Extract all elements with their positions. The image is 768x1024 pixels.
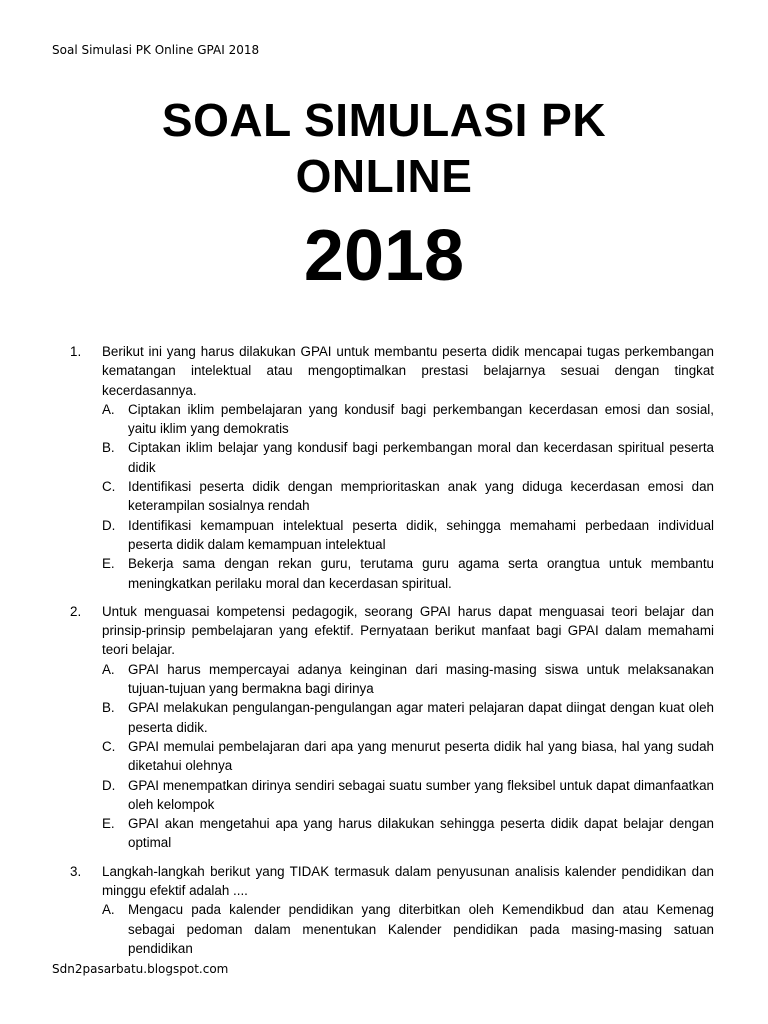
running-header: Soal Simulasi PK Online GPAI 2018 bbox=[52, 43, 260, 57]
running-footer: Sdn2pasarbatu.blogspot.com bbox=[52, 962, 229, 976]
option-letter: A. bbox=[102, 902, 115, 918]
option-letter: E. bbox=[102, 556, 115, 572]
question-3 bbox=[70, 862, 714, 958]
option-text: GPAI harus mempercayai adanya keinginan dari masing-masing siswa untuk melaksanakan tujuan-tujuan yang bermakna bagi dirinya bbox=[128, 661, 714, 697]
document-title bbox=[0, 92, 768, 300]
option-letter: D. bbox=[102, 777, 116, 793]
option-text: Bekerja sama dengan rekan guru, terutama guru agama serta orangtua untuk membantu meningkatkan perilaku moral dan kecerdasan spiritual. bbox=[128, 556, 714, 591]
question-list bbox=[70, 342, 714, 967]
option-a bbox=[102, 660, 714, 699]
option-letter: A. bbox=[102, 401, 115, 417]
question-1 bbox=[70, 342, 714, 593]
option-text: Ciptakan iklim belajar yang kondusif bagi perkembangan moral dan kecerdasan spiritual peserta didik bbox=[128, 440, 714, 475]
option-c bbox=[102, 477, 714, 516]
option-text: GPAI memulai pembelajaran dari apa yang menurut peserta didik hal yang biasa, hal yang sudah diketahui olehnya bbox=[128, 738, 714, 774]
question-text: Berikut ini yang harus dilakukan GPAI untuk membantu peserta didik mencapai tugas perkembangan kematangan intelektual atau mengoptimalkan prestasi belajarnya sesuai dengan tingkat kecerdasannya. bbox=[102, 344, 714, 398]
option-c bbox=[102, 737, 714, 776]
option-letter: C. bbox=[102, 738, 116, 754]
option-text: Identifikasi kemampuan intelektual peserta didik, sehingga memahami perbedaan individual peserta didik dalam kemampuan intelektual bbox=[128, 517, 714, 552]
title-year: 2018 bbox=[303, 216, 465, 296]
option-d bbox=[102, 776, 714, 815]
option-letter: E. bbox=[102, 816, 115, 832]
option-a bbox=[102, 900, 714, 958]
option-b bbox=[102, 438, 714, 477]
option-e bbox=[102, 554, 714, 593]
question-number: 2. bbox=[70, 603, 82, 619]
title-line-2: ONLINE bbox=[295, 150, 473, 202]
option-a bbox=[102, 400, 714, 439]
option-text: Mengacu pada kalender pendidikan yang diterbitkan oleh Kemendikbud dan atau Kemenag sebagai pedoman dalam menentukan Kalender pendidikan pada masing-masing satuan pendidikan bbox=[128, 902, 714, 956]
title-line-1: SOAL SIMULASI PK bbox=[161, 94, 607, 146]
option-list bbox=[102, 660, 714, 853]
option-letter: A. bbox=[102, 661, 115, 677]
option-letter: B. bbox=[102, 700, 115, 716]
option-text: Ciptakan iklim pembelajaran yang kondusif bagi perkembangan kecerdasan emosi dan sosial, yaitu iklim yang demokratis bbox=[128, 401, 714, 437]
option-list bbox=[102, 400, 714, 593]
option-list bbox=[102, 900, 714, 958]
option-letter: B. bbox=[102, 440, 115, 456]
question-body bbox=[102, 862, 714, 958]
question-body bbox=[102, 602, 714, 853]
option-b bbox=[102, 698, 714, 737]
option-text: GPAI menempatkan dirinya sendiri sebagai suatu sumber yang fleksibel untuk dapat dimanfaatkan oleh kelompok bbox=[128, 777, 714, 812]
option-e bbox=[102, 814, 714, 853]
question-body bbox=[102, 342, 714, 593]
option-text: Identifikasi peserta didik dengan memprioritaskan anak yang diduga kecerdasan emosi dan keterampilan sosialnya rendah bbox=[128, 479, 714, 514]
option-text: GPAI melakukan pengulangan-pengulangan agar materi pelajaran dapat diingat dengan kuat oleh peserta didik. bbox=[128, 700, 714, 735]
option-text: GPAI akan mengetahui apa yang harus dilakukan sehingga peserta didik dapat belajar dengan optimal bbox=[128, 816, 714, 851]
question-text: Langkah-langkah berikut yang TIDAK termasuk dalam penyusunan analisis kalender pendidikan dan minggu efektif adalah .... bbox=[102, 863, 714, 899]
option-letter: D. bbox=[102, 517, 116, 533]
option-d bbox=[102, 516, 714, 555]
option-letter: C. bbox=[102, 479, 116, 495]
question-2 bbox=[70, 602, 714, 853]
question-text: Untuk menguasai kompetensi pedagogik, seorang GPAI harus dapat menguasai teori belajar dan prinsip-prinsip pembelajaran yang efektif. Pernyataan berikut manfaat bagi GPAI dalam memahami teori belajar. bbox=[102, 603, 714, 658]
question-number: 3. bbox=[70, 863, 82, 879]
question-number: 1. bbox=[70, 344, 82, 359]
